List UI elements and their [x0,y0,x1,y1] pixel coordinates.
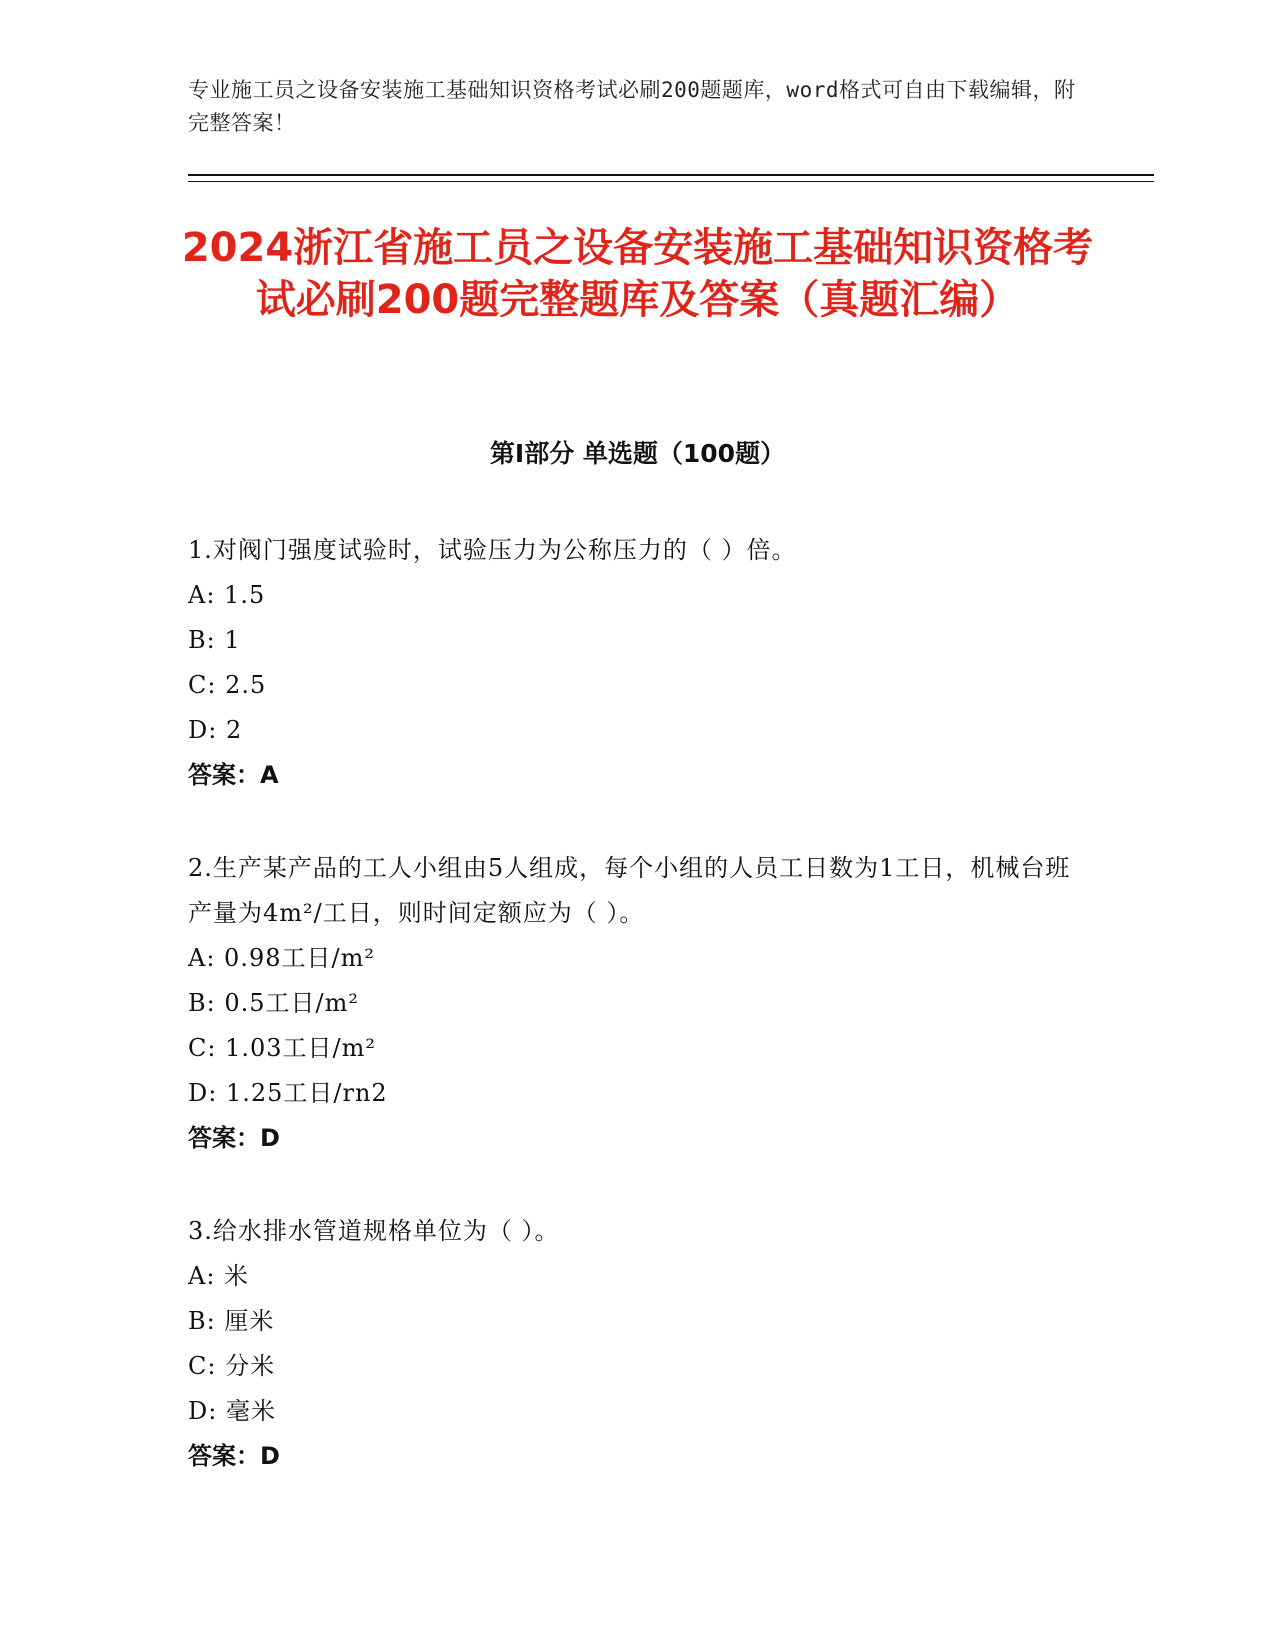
option-c: C: 1.03工日/m² [188,1034,376,1062]
header-rule-thick [188,174,1154,176]
question-1 [188,528,1088,798]
option-b: B: 0.5工日/m² [188,989,359,1017]
question-stem: 3.给水排水管道规格单位为（ ）。 [188,1217,560,1245]
option-d: D: 2 [188,716,243,744]
question-list [188,528,1088,1527]
header-rule-thin [188,181,1154,182]
question-3 [188,1209,1088,1479]
option-c: C: 分米 [188,1352,276,1380]
section-title: 第I部分 单选题（100题） [489,439,786,468]
answer: 答案：D [188,1442,280,1470]
option-b: B: 厘米 [188,1307,275,1335]
document-title: 2024浙江省施工员之设备安装施工基础知识资格考试必刷200题完整题库及答案（真题汇编） [181,225,1094,323]
option-d: D: 1.25工日/rn2 [188,1079,388,1107]
option-c: C: 2.5 [188,671,267,699]
header-note: 专业施工员之设备安装施工基础知识资格考试必刷200题题库，word格式可自由下载编辑，附完整答案！ [188,78,1076,135]
option-d: D: 毫米 [188,1397,276,1425]
option-a: A: 0.98工日/m² [188,944,375,972]
question-2 [188,846,1088,1161]
answer: 答案：A [188,761,279,789]
question-stem: 1.对阀门强度试验时，试验压力为公称压力的（ ）倍。 [188,536,797,564]
option-a: A: 1.5 [188,581,266,609]
answer: 答案：D [188,1124,280,1152]
question-stem: 2.生产某产品的工人小组由5人组成，每个小组的人员工日数为1工日，机械台班产量为4m²/工日，则时间定额应为（ ）。 [188,854,1071,927]
option-a: A: 米 [188,1262,250,1290]
option-b: B: 1 [188,626,241,654]
